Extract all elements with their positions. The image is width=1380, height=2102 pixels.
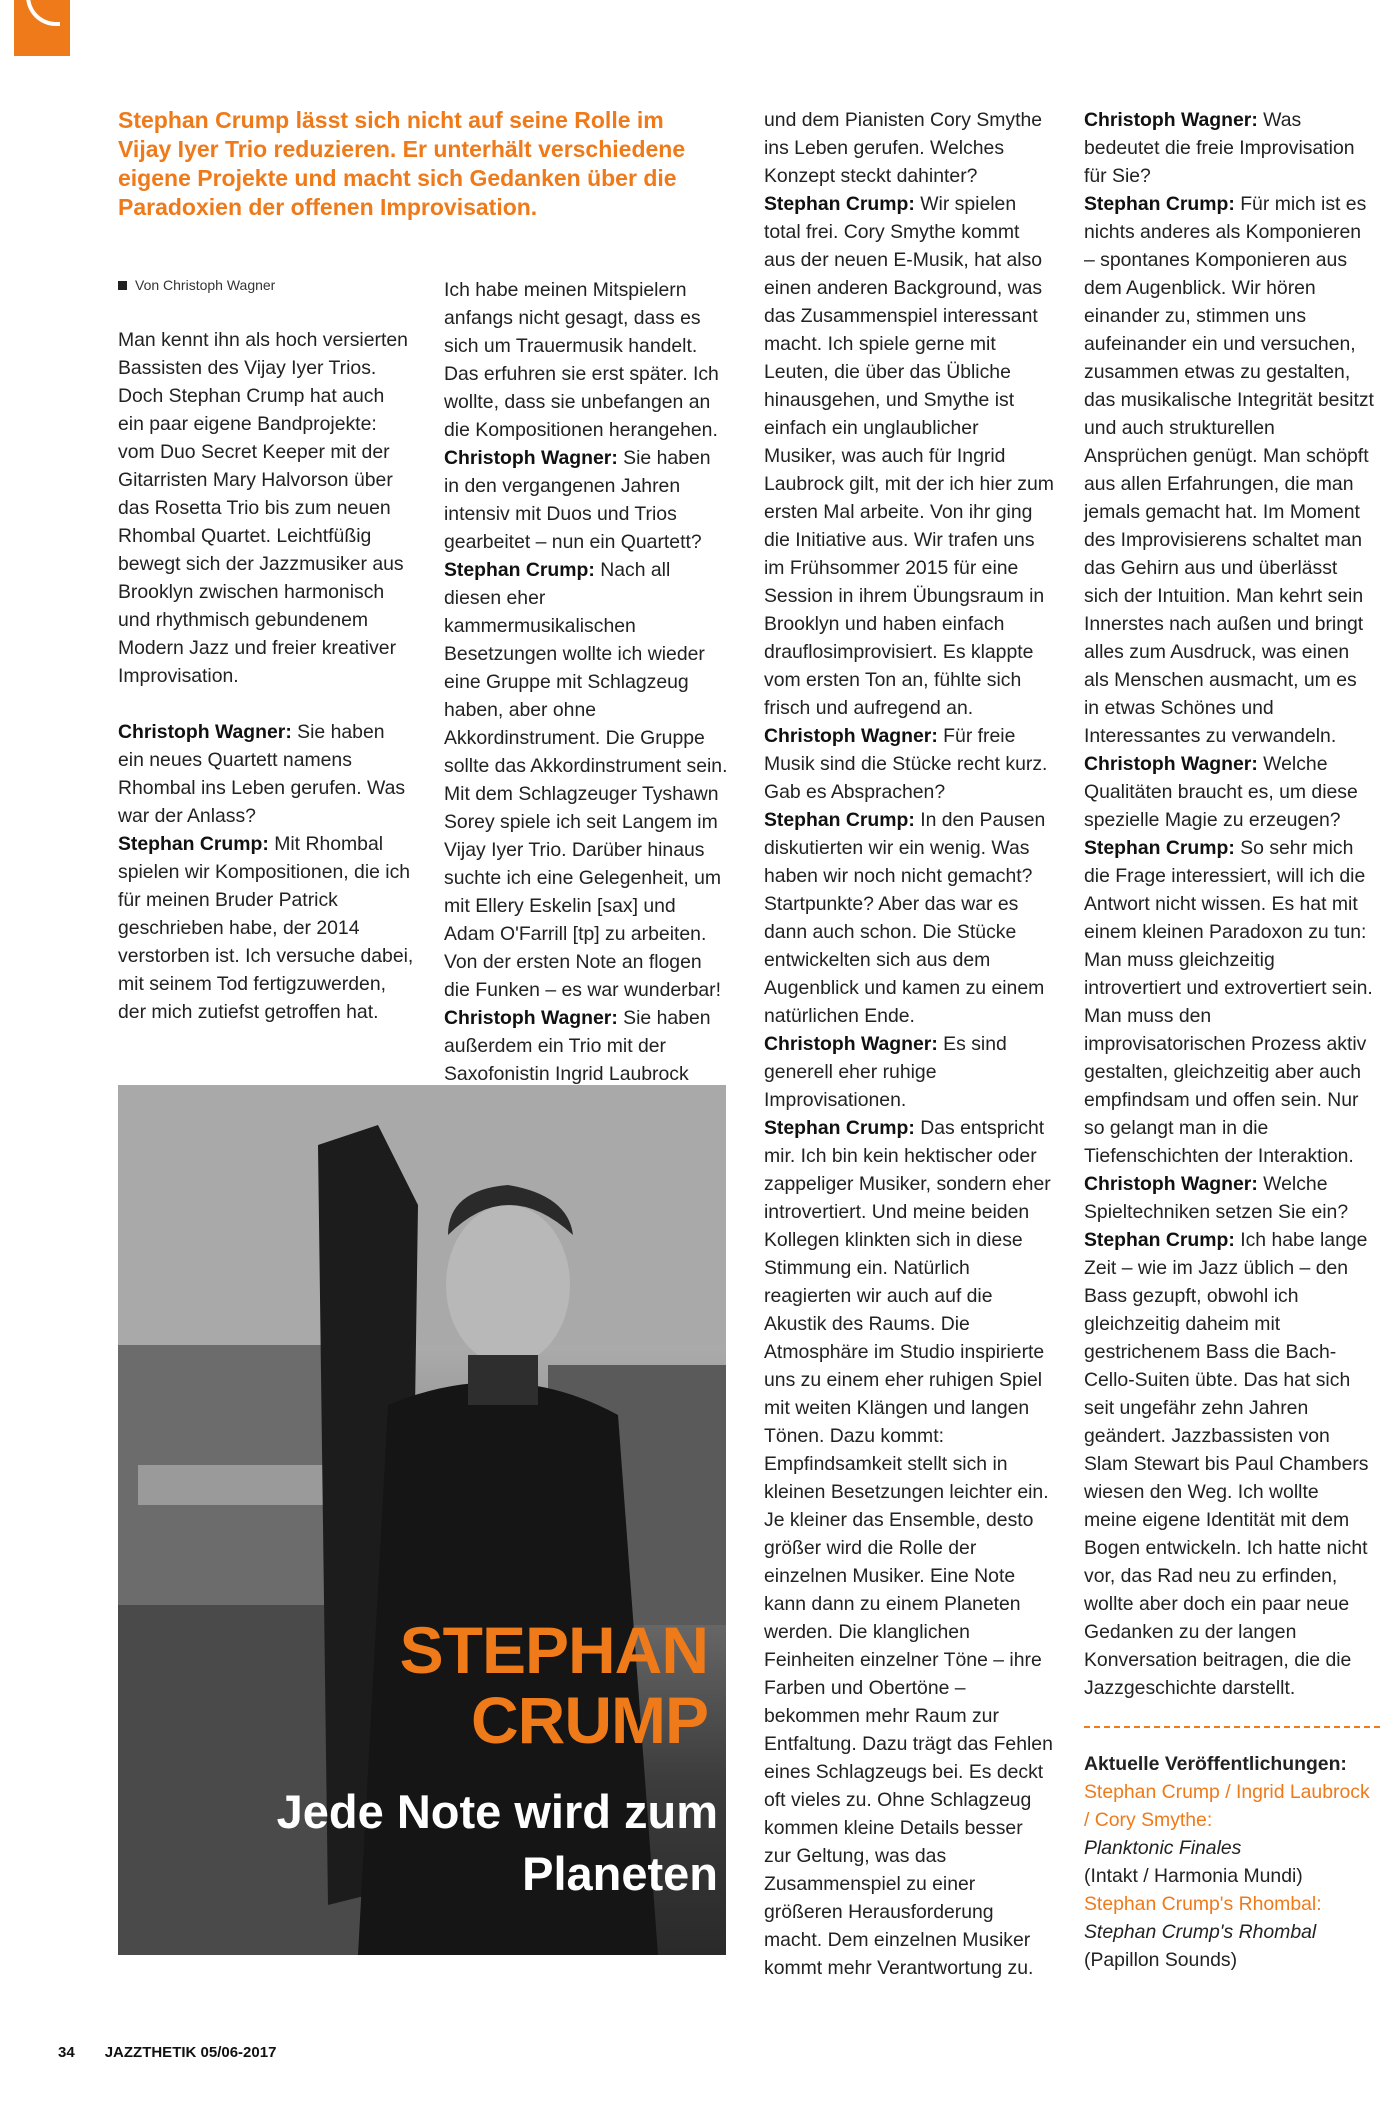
page-number: 34 [58, 2044, 75, 2061]
column-3 [764, 106, 1054, 1982]
answer-3: Stephan Crump: Wir spielen total frei. Cory Smythe kommt aus der neuen E-Musik, hat also einen anderen Background, was das Zusammenspiel interessant macht. Ich spiele gerne mit Leuten, die über das Übliche hinausgehen, und Smythe ist einfach ein unglaublicher Musiker, was auch für Ingrid Laubrock gilt, mit der ich hier zum ersten Mal arbeite. Von ihr ging die Initiative aus. Wir trafen uns im Frühsommer 2015 für eine Session in ihrem Übungsraum in Brooklyn und haben einfach drauflosimprovisiert. Es klappte vom ersten Ton an, fühlte sich frisch und aufregend an. [764, 193, 1054, 719]
publication-2-label: (Papillon Sounds) [1084, 1949, 1238, 1971]
publication-1-artist: Stephan Crump / Ingrid Laubrock / Cory Smythe: [1084, 1781, 1370, 1831]
dashed-divider [1084, 1726, 1380, 1728]
question-2: Christoph Wagner: Sie haben in den vergangenen Jahren intensiv mit Duos und Trios gearbeitet – nun ein Quartett? [444, 447, 711, 553]
byline [118, 276, 414, 294]
publication-2-artist: Stephan Crump's Rhombal: [1084, 1893, 1322, 1915]
question-1: Christoph Wagner: Sie haben ein neues Quartett namens Rhombal ins Leben gerufen. Was war der Anlass? [118, 721, 406, 827]
bullet-square-icon [118, 281, 127, 290]
publication-1-label: (Intakt / Harmonia Mundi) [1084, 1865, 1303, 1887]
answer-2: Stephan Crump: Nach all diesen eher kammermusikalischen Besetzungen wollte ich wieder eine Gruppe mit Schlagzeug haben, aber ohne Akkordinstrument. Die Gruppe sollte das Akkordinstrument sein. Mit dem Schlagzeuger Tyshawn Sorey spiele ich seit Langem im Vijay Iyer Trio. Darüber hinaus suchte ich eine Gelegenheit, um mit Ellery Eskelin [sax] und Adam O'Farrill [tp] zu arbeiten. Von der ersten Note an flogen die Funken – es war wunderbar! [444, 559, 728, 1001]
answer-1: Stephan Crump: Mit Rhombal spielen wir Kompositionen, die ich für meinen Bruder Patrick geschrieben habe, der 2014 verstorben ist. Ich versuche dabei, mit seinem Tod fertigzuwerden, der mich zutiefst getroffen hat. [118, 833, 414, 1023]
answer-6: Stephan Crump: Für mich ist es nichts anderes als Komponieren – spontanes Komponieren aus dem Augenblick. Wir hören einander zu, stimmen uns aufeinander ein und versuchen, zusammen etwas zu gestalten, das musikalische Integrität besitzt und auch strukturellen Ansprüchen genügt. Man schöpft aus allen Erfahrungen, die man jemals gemacht hat. Im Moment des Improvisierens schaltet man das Gehirn aus und überlässt sich der Intuition. Man kehrt sein Innerstes nach außen und bringt alles zum Ausdruck, was einen als Menschen ausmacht, um es in etwas Schönes und Interessantes zu verwandeln. [1084, 193, 1374, 747]
lead-paragraph: Stephan Crump lässt sich nicht auf seine Rolle im Vijay Iyer Trio reduzieren. Er unterhält verschiedene eigene Projekte und macht sich Gedanken über die Paradoxien der offenen Improvisation. [118, 107, 686, 220]
article-subtitle: Jede Note wird zum Planeten [276, 1785, 718, 1900]
column-1 [118, 276, 414, 1026]
byline-text: Von Christoph Wagner [135, 277, 276, 293]
question-4: Christoph Wagner: Für freie Musik sind die Stücke recht kurz. Gab es Absprachen? [764, 725, 1048, 803]
answer-1-continued: Ich habe meinen Mitspielern anfangs nicht gesagt, dass es sich um Trauermusik handelt. Das erfuhren sie erst später. Ich wollte, dass sie unbefangen an die Kompositionen herangehen. [444, 279, 719, 441]
question-3: Christoph Wagner: Sie haben außerdem ein Trio mit der Saxofonistin Ingrid Laubrock [444, 1007, 711, 1085]
publication-1-title: Planktonic Finales [1084, 1837, 1242, 1859]
publication-2-title: Stephan Crump's Rhombal [1084, 1921, 1317, 1943]
question-6: Christoph Wagner: Was bedeutet die freie Improvisation für Sie? [1084, 109, 1355, 187]
question-8: Christoph Wagner: Welche Spieltechniken setzen Sie ein? [1084, 1173, 1349, 1223]
question-7: Christoph Wagner: Welche Qualitäten braucht es, um diese spezielle Magie zu erzeugen? [1084, 753, 1358, 831]
intro-paragraph: Man kennt ihn als hoch versierten Bassisten des Vijay Iyer Trios. Doch Stephan Crump hat auch ein paar eigene Bandprojekte: vom Duo Secret Keeper mit der Gitarristen Mary Halvorson über das Rosetta Trio bis zum neuen Rhombal Quartet. Leichtfüßig bewegt sich der Jazzmusiker aus Brooklyn zwischen harmonisch und rhythmisch gebundenem Modern Jazz und freier kreativer Improvisation. [118, 329, 408, 687]
publications-heading: Aktuelle Veröffentlichungen: [1084, 1753, 1347, 1775]
column-2 [444, 276, 730, 1088]
page-footer [58, 2044, 276, 2061]
answer-7: Stephan Crump: So sehr mich die Frage interessiert, will ich die Antwort nicht wissen. Es hat mit einem kleinen Paradoxon zu tun: Man muss gleichzeitig introvertiert und extrovertiert sein. Man muss den improvisatorischen Prozess aktiv gestalten, gleichzeitig aber auch empfindsam und offen sein. Nur so gelangt man in die Tiefenschichten der Interaktion. [1084, 837, 1373, 1167]
answer-4: Stephan Crump: In den Pausen diskutierten wir ein wenig. Was haben wir noch nicht gemacht? Startpunkte? Aber das war es dann auch schon. Die Stücke entwickelten sich aus dem Augenblick und kamen zu einem natürlichen Ende. [764, 809, 1046, 1027]
article-title: STEPHAN CRUMP [399, 1613, 708, 1757]
answer-5: Stephan Crump: Das entspricht mir. Ich bin kein hektischer oder zappeliger Musiker, sondern eher introvertiert. Und meine beiden Kollegen klinkten sich in diese Stimmung ein. Natürlich reagierten wir auch auf die Akustik des Raums. Die Atmosphäre im Studio inspirierte uns zu einem eher ruhigen Spiel mit weiten Klängen und langen Tönen. Dazu kommt: Empfindsamkeit stellt sich in kleinen Besetzungen leichter ein. Je kleiner das Ensemble, desto größer wird die Rolle der einzelnen Musiker. Eine Note kann dann zu einem Planeten werden. Die klanglichen Feinheiten einzelner Töne – ihre Farben und Obertöne – bekommen mehr Raum zur Entfaltung. Dazu trägt das Fehlen eines Schlagzeugs bei. Es deckt oft vieles zu. Ohne Schlagzeug kommen kleine Details besser zur Geltung, was das Zusammenspiel zu einer größeren Herausforderung macht. Dem einzelnen Musiker kommt mehr Verantwortung zu. [764, 1117, 1053, 1979]
question-5: Christoph Wagner: Es sind generell eher ruhige Improvisationen. [764, 1033, 1007, 1111]
portrait-photo [118, 1085, 726, 1955]
corner-logo [14, 0, 70, 56]
column-4 [1084, 106, 1376, 1974]
magazine-issue: JAZZTHETIK 05/06-2017 [104, 2044, 277, 2061]
question-3-continued: und dem Pianisten Cory Smythe ins Leben gerufen. Welches Konzept steckt dahinter? [764, 109, 1043, 187]
answer-8: Stephan Crump: Ich habe lange Zeit – wie im Jazz üblich – den Bass gezupft, obwohl ich gleichzeitig daheim mit gestrichenem Bass die Bach-Cello-Suiten übte. Das hat sich seit ungefähr zehn Jahren geändert. Jazzbassisten von Slam Stewart bis Paul Chambers wiesen den Weg. Ich wollte meine eigene Identität mit dem Bogen entwickeln. Ich hatte nicht vor, das Rad neu zu erfinden, wollte aber doch ein paar neue Gedanken zu der langen Konversation beitragen, die die Jazzgeschichte darstellt. [1084, 1229, 1369, 1699]
